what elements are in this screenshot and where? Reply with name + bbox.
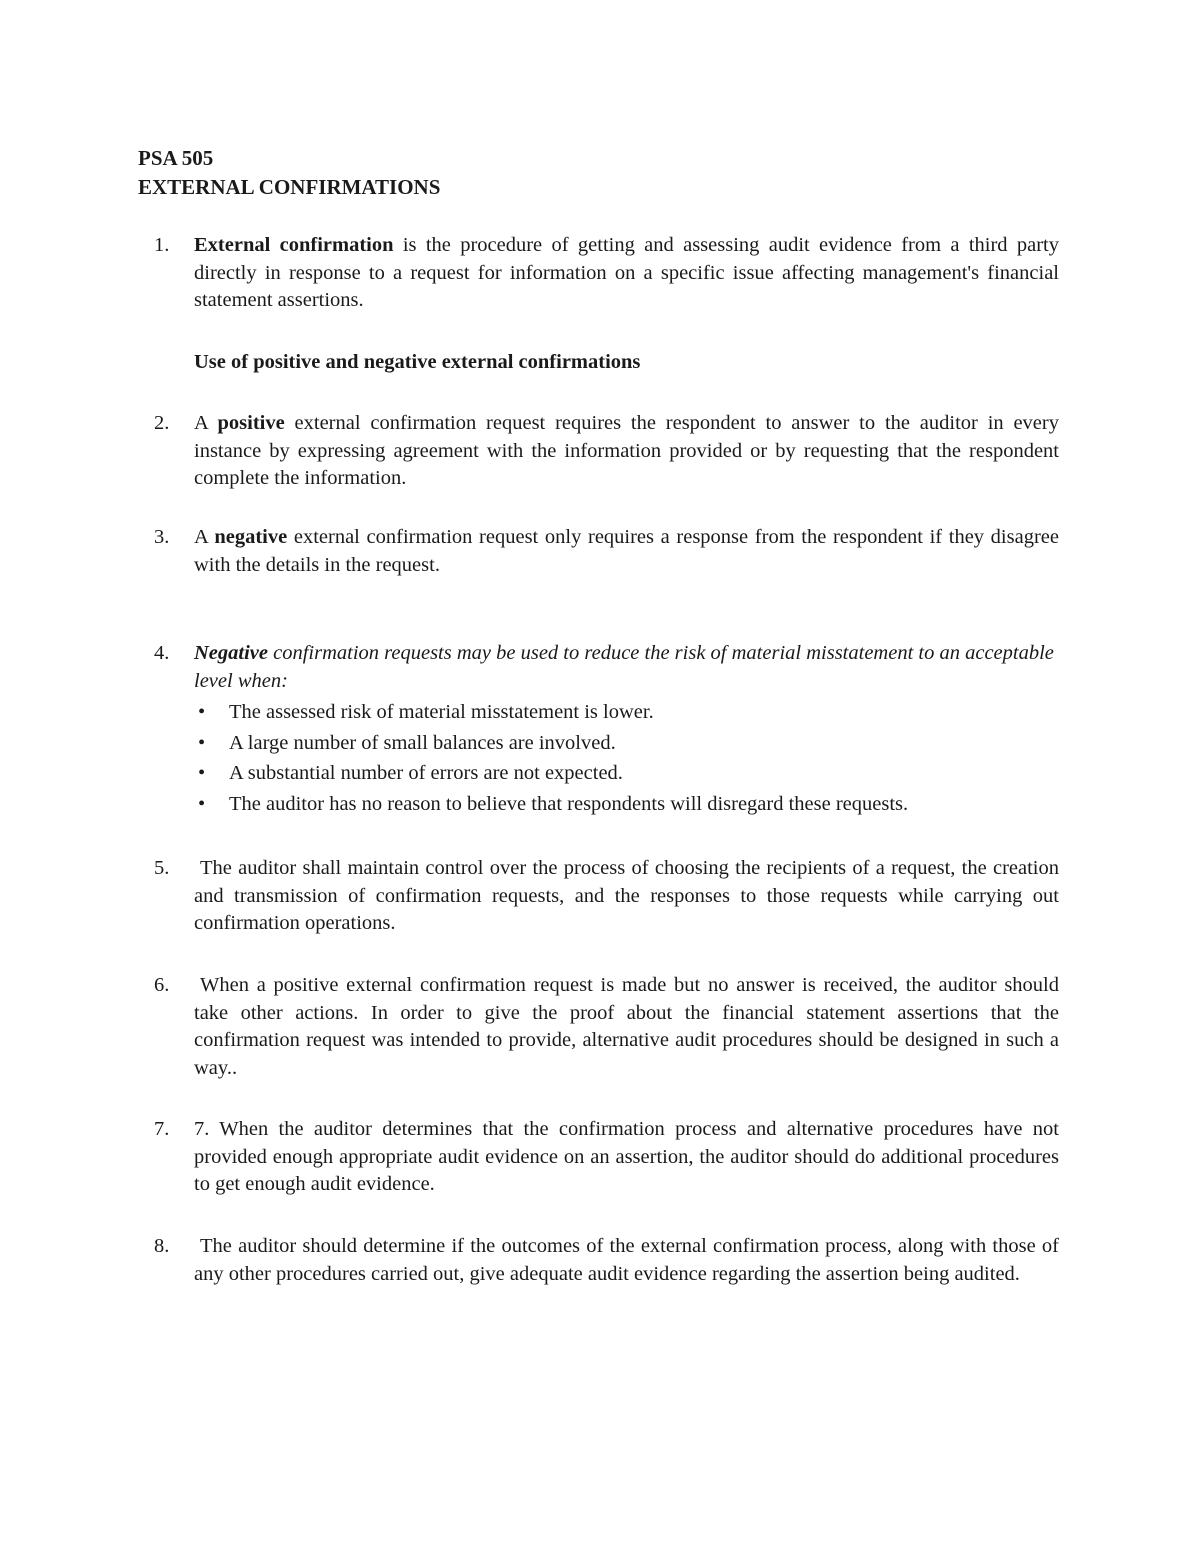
list-item-4 xyxy=(154,640,1059,819)
bullet-icon: • xyxy=(198,731,206,754)
item-text: A negative external confirmation request only requires a response from the respondent if they disagree with the details in the request. xyxy=(194,526,1059,576)
list-bullet: • The assessed risk of material misstatement is lower. xyxy=(194,697,1059,728)
list-item-8 xyxy=(154,1233,1059,1288)
term-negative: negative xyxy=(214,526,288,548)
item-text: The auditor should determine if the outcomes of the external confirmation process, along with those of any other procedures carried out, give adequate audit evidence regarding the assertion being audited. xyxy=(194,1235,1059,1285)
bullet-icon: • xyxy=(198,792,206,815)
list-item-6 xyxy=(154,972,1059,1082)
item-text: A positive external confirmation request requires the respondent to answer to the auditor in every instance by expressing agreement with the information provided or by requesting that the respondent complete the information. xyxy=(194,412,1059,489)
list-bullet: • A substantial number of errors are not expected. xyxy=(194,758,1059,789)
item-number: 5. xyxy=(154,857,170,879)
item-text: Negative confirmation requests may be used to reduce the risk of material misstatement to an acceptable level when: xyxy=(194,642,1054,692)
list-item-3 xyxy=(154,524,1059,579)
list-item-7 xyxy=(154,1116,1059,1199)
item-text: The auditor shall maintain control over the process of choosing the recipients of a request, the creation and transmission of confirmation requests, and the responses to those requests while carrying out confirmation operations. xyxy=(194,857,1059,934)
list-bullet: • The auditor has no reason to believe that respondents will disregard these requests. xyxy=(194,789,1059,820)
bullet-icon: • xyxy=(198,701,206,723)
list-item-1 xyxy=(154,232,1059,315)
list-item-2 xyxy=(154,410,1059,493)
term-negative-italic: Negative xyxy=(194,642,268,664)
condition-list xyxy=(194,697,1059,819)
document-title: EXTERNAL CONFIRMATIONS xyxy=(138,175,441,199)
item-number: 8. xyxy=(154,1235,170,1257)
list-item-5 xyxy=(154,855,1059,938)
item-number: 1. xyxy=(154,234,170,256)
section-subheading: Use of positive and negative external confirmations xyxy=(194,351,641,373)
item-text: When a positive external confirmation request is made but no answer is received, the auditor should take other actions. In order to give the proof about the financial statement assertions that the confirmation request was intended to provide, alternative audit procedures should be designed in such a way.. xyxy=(194,974,1059,1079)
term-positive: positive xyxy=(217,412,285,434)
bullet-icon: • xyxy=(198,762,206,784)
item-number: 4. xyxy=(154,642,170,664)
item-number: 3. xyxy=(154,526,170,548)
list-bullet: • A large number of small balances are involved. xyxy=(194,728,1059,759)
term-external-confirmation: External confirmation xyxy=(194,234,394,256)
document-code: PSA 505 xyxy=(138,146,214,170)
item-text: 7. When the auditor determines that the confirmation process and alternative procedures have not provided enough appropriate audit evidence on an assertion, the auditor should do additional procedures to get enough audit evidence. xyxy=(194,1118,1059,1195)
item-number: 7. xyxy=(154,1118,170,1140)
item-number: 2. xyxy=(154,412,170,434)
item-text: External confirmation is the procedure of getting and assessing audit evidence from a third party directly in response to a request for information on a specific issue affecting management's financial statement assertions. xyxy=(194,234,1059,311)
item-number: 6. xyxy=(154,974,170,996)
